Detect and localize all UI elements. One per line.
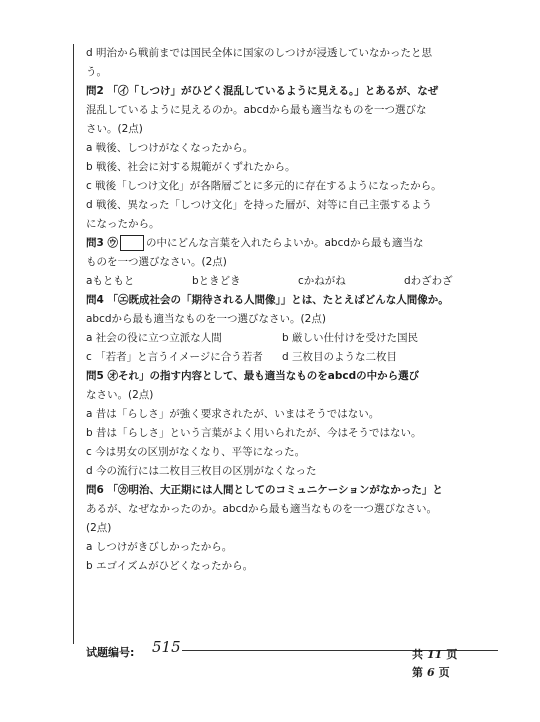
text-line: ものを一つ選びなさい。(2点) xyxy=(86,256,227,268)
q6-option-b: b エゴイズムがひどくなったから。 xyxy=(86,560,254,572)
total-suffix: 页 xyxy=(446,648,458,661)
q3-options xyxy=(86,272,510,291)
question-2-prompt: 問2 「㋑「しつけ」がひどく混乱しているように見える。」とあるが、なぜ xyxy=(86,85,439,97)
q3-option-d: dわざわざ xyxy=(404,275,453,287)
q4-option-a: a 社会の役に立つ立派な人間 xyxy=(86,332,222,344)
current-page xyxy=(412,664,450,680)
total-prefix: 共 xyxy=(412,648,423,661)
option-c: c 戦後「しつけ文化」が各階層ごとに多元的に存在するようになったから。 xyxy=(86,180,442,192)
q5-option-b: b 昔は「らしさ」という言葉がよく用いられたが、今はそうではない。 xyxy=(86,427,422,439)
q3-option-a: aもともと xyxy=(86,275,135,287)
question-6-prompt: 問6 「㋕明治、大正期には人間としてのコミュニケーションがなかった」と xyxy=(86,484,443,496)
q5-option-d: d 今の流行には二枚目三枚目の区別がなくなった xyxy=(86,465,317,477)
q5-option-a: a 昔は「らしさ」が強く要求されたが、いまはそうではない。 xyxy=(86,408,380,420)
q4-options-row2 xyxy=(86,348,510,367)
exam-number-label: 试题编号: xyxy=(86,646,135,659)
text-line: (2点) xyxy=(86,522,112,534)
text-line: 混乱しているように見えるのか。abcdから最も適当なものを一つ選びな xyxy=(86,104,427,116)
text-line: になったから。 xyxy=(86,218,160,230)
page-suffix: 页 xyxy=(438,666,450,679)
question-5-prompt: 問5 ㋔それ」の指す内容として、最も適当なものをabcdの中から選び xyxy=(86,370,420,382)
text-line: あるが、なぜなかったのか。abcdから最も適当なものを一つ選びなさい。 xyxy=(86,503,438,515)
question-3-prompt xyxy=(86,234,510,253)
page-number: 6 xyxy=(427,666,435,679)
total-pages xyxy=(412,646,457,662)
margin-line xyxy=(73,44,74,644)
q3-prefix: 問3 ㋒ xyxy=(86,237,118,249)
total-pages-number: 11 xyxy=(427,648,443,661)
text-line: abcdから最も適当なものを一つ選びなさい。(2点) xyxy=(86,313,326,325)
text-line: d 明治から戦前までは国民全体に国家のしつけが浸透していなかったと思 xyxy=(86,47,433,59)
option-b: b 戦後、社会に対する規範がくずれたから。 xyxy=(86,161,296,173)
option-a: a 戦後、しつけがなくなったから。 xyxy=(86,142,254,154)
question-content xyxy=(86,44,510,576)
q4-option-b: b 厳しい仕付けを受けた国民 xyxy=(282,332,419,344)
q4-option-c: c 「若者」と言うイメージに合う若者 xyxy=(86,351,263,363)
q5-option-c: c 今は男女の区別がなくなり、平等になった。 xyxy=(86,446,306,458)
text-line: なさい。(2点) xyxy=(86,389,154,401)
page-footer xyxy=(86,632,510,682)
q3-option-b: bときどき xyxy=(192,275,241,287)
q4-option-d: d 三枚目のような二枚目 xyxy=(282,351,398,363)
answer-blank-box xyxy=(120,235,144,251)
question-4-prompt: 問4 「㋓既成社会の「期待される人間像」」とは、たとえばどんな人間像か。 xyxy=(86,294,449,306)
q6-option-a: a しつけがきびしかったから。 xyxy=(86,541,233,553)
text-line: う。 xyxy=(86,66,107,78)
q4-options-row1 xyxy=(86,329,510,348)
q3-option-c: cかねがね xyxy=(298,275,346,287)
text-line: さい。(2点) xyxy=(86,123,143,135)
option-d: d 戦後、異なった「しつけ文化」を持った層が、対等に自己主張するよう xyxy=(86,199,433,211)
q3-suffix: の中にどんな言葉を入れたらよいか。abcdから最も適当な xyxy=(145,237,424,249)
exam-number: 515 xyxy=(152,638,181,656)
page-prefix: 第 xyxy=(412,666,423,679)
